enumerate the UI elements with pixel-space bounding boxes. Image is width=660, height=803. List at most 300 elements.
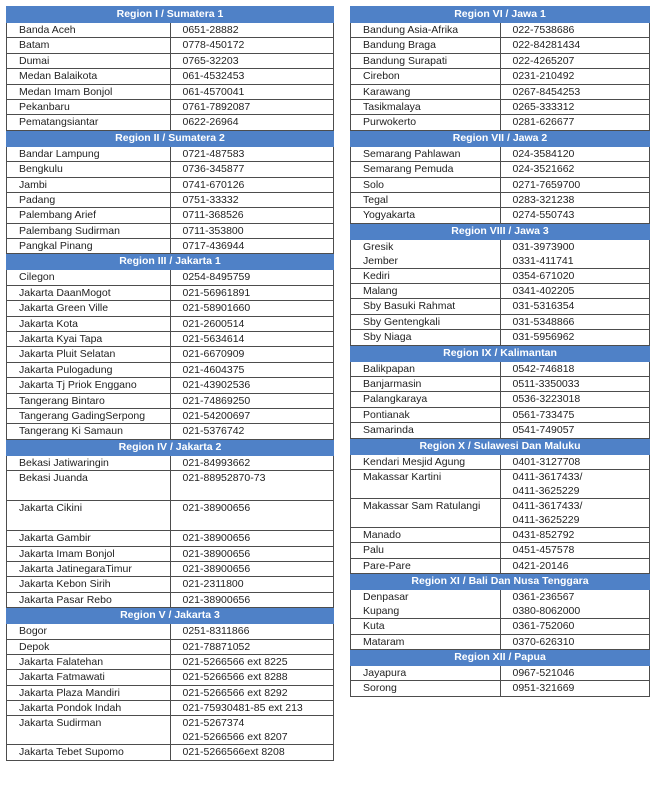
branch-name-cell — [351, 115, 501, 130]
branch-row — [7, 208, 334, 223]
branch-phone-cell — [500, 681, 650, 696]
branch-name-cell — [351, 23, 501, 38]
region-title: Region II / Sumatera 2 — [7, 130, 334, 146]
branch-row — [351, 681, 650, 696]
branch-phone: 021-74869250 — [182, 394, 251, 407]
region-title: Region VI / Jawa 1 — [351, 7, 650, 23]
branch-name: Yogyakarta — [363, 209, 416, 222]
branch-phone-cell — [170, 239, 334, 254]
branch-phone: 021-5267374 — [182, 717, 245, 730]
branch-phone-cell — [170, 270, 334, 285]
branch-phone-cell — [170, 84, 334, 99]
region-header-row — [351, 438, 650, 454]
branch-phone: 061-4532453 — [182, 70, 245, 83]
branch-phone: 021-4604375 — [182, 363, 245, 376]
branch-name: Pematangsiantar — [19, 116, 99, 129]
branch-phone: 0451-457578 — [512, 544, 575, 557]
branch-phone-cell — [500, 392, 650, 407]
region-title: Region VIII / Jawa 3 — [351, 223, 650, 239]
branch-phone: 021-38900656 — [182, 502, 251, 515]
branch-name: Medan Balaikota — [19, 70, 98, 83]
branch-row — [7, 393, 334, 408]
branch-phone: 0761-7892087 — [182, 100, 251, 113]
branch-phone: 021-5376742 — [182, 425, 245, 438]
branch-phone-cell — [170, 223, 334, 238]
branch-phone-cell — [500, 284, 650, 299]
branch-name-cell — [351, 423, 501, 438]
branch-phone-cell — [170, 332, 334, 347]
branch-row — [351, 543, 650, 558]
branch-name: Bandung Surapati — [363, 54, 448, 67]
branch-name: Jakarta Tj Priok Enggano — [19, 379, 137, 392]
branch-name-cell — [351, 469, 501, 498]
branch-phone: 021-5266566ext 8208 — [182, 746, 285, 759]
branch-name-cell — [7, 162, 171, 177]
branch-phone-cell — [170, 38, 334, 53]
branch-phone-cell — [170, 177, 334, 192]
branch-phone-cell — [170, 546, 334, 561]
branch-phone-cell — [500, 377, 650, 392]
region-header-row — [351, 7, 650, 23]
region-header-row — [351, 345, 650, 361]
branch-phone-cell — [170, 301, 334, 316]
branch-phone: 021-38900656 — [182, 547, 251, 560]
left-directory-table — [6, 6, 334, 761]
region-title: Region XII / Papua — [351, 649, 650, 665]
branch-row — [351, 558, 650, 573]
branch-phone: 0271-7659700 — [512, 178, 581, 191]
branch-phone-cell — [170, 745, 334, 760]
branch-name: Jakarta Tebet Supomo — [19, 746, 124, 759]
branch-name: Tasikmalaya — [363, 100, 421, 113]
branch-phone: 0967-521046 — [512, 666, 575, 679]
branch-row — [351, 527, 650, 542]
branch-phone: 0751-33332 — [182, 193, 239, 206]
branch-name: Palembang Arief — [19, 209, 97, 222]
branch-name-cell — [7, 69, 171, 84]
branch-name: Purwokerto — [363, 116, 417, 129]
branch-phone-cell — [500, 558, 650, 573]
branch-row — [351, 423, 650, 438]
branch-row — [7, 592, 334, 607]
branch-name-cell — [7, 501, 171, 531]
branch-row — [351, 99, 650, 114]
branch-phone: 021-78871052 — [182, 640, 251, 653]
branch-name-cell — [351, 543, 501, 558]
branch-name: Malang — [363, 285, 398, 298]
branch-phone: 0951-321669 — [512, 682, 575, 695]
branch-phone: 021-43902536 — [182, 379, 251, 392]
branch-phone: 0717-436944 — [182, 240, 245, 253]
branch-name: Pare-Pare — [363, 559, 411, 572]
branch-phone: 024-3584120 — [512, 147, 575, 160]
right-column — [350, 6, 650, 697]
branch-name-cell — [351, 330, 501, 345]
branch-name: Jakarta Kyai Tapa — [19, 333, 103, 346]
branch-phone-cell — [500, 192, 650, 207]
branch-name: Palu — [363, 544, 385, 557]
branch-phone: 0741-670126 — [182, 178, 245, 191]
branch-name: Sorong — [363, 682, 397, 695]
branch-phone: 0251-8311866 — [182, 625, 250, 638]
branch-name: Jakarta Pasar Rebo — [19, 593, 112, 606]
branch-phone: 021-58901660 — [182, 302, 251, 315]
branch-phone-cell — [170, 577, 334, 592]
branch-phone: 021-75930481-85 ext 213 — [182, 702, 303, 715]
region-header-row — [351, 649, 650, 665]
branch-phone: 0651-28882 — [182, 24, 239, 36]
branch-row — [351, 392, 650, 407]
branch-row — [7, 546, 334, 561]
branch-phone-cell — [500, 543, 650, 558]
branch-name: Denpasar — [363, 591, 409, 604]
branch-name: Balikpapan — [363, 362, 415, 375]
branch-name-cell — [351, 53, 501, 68]
branch-row — [351, 53, 650, 68]
branch-phone: 0411-3617433/ — [512, 470, 583, 483]
branch-phone: 021-5266566 ext 8292 — [182, 686, 288, 699]
branch-phone-cell — [170, 670, 334, 685]
branch-phone: 021-84993662 — [182, 456, 251, 469]
branch-name-cell — [7, 531, 171, 546]
branch-name-cell — [7, 393, 171, 408]
branch-name: Jakarta Cikini — [19, 502, 83, 515]
branch-row — [7, 192, 334, 207]
branch-phone: 021-54200697 — [182, 409, 251, 422]
branch-name-cell — [351, 192, 501, 207]
branch-phone-cell — [170, 99, 334, 114]
branch-row — [351, 498, 650, 527]
branch-name-cell — [7, 239, 171, 254]
branch-phone: 021-38900656 — [182, 593, 251, 606]
branch-phone: 031-5956962 — [512, 331, 575, 344]
branch-name: Bandung Asia-Afrika — [363, 24, 459, 36]
branch-name-cell — [7, 332, 171, 347]
right-directory-table — [350, 6, 650, 697]
branch-name-cell — [7, 577, 171, 592]
branch-phone: 021-56961891 — [182, 286, 251, 299]
branch-row — [7, 162, 334, 177]
branch-row — [7, 115, 334, 130]
branch-name: Palembang Sudirman — [19, 224, 120, 237]
branch-phone-cell — [500, 177, 650, 192]
branch-row — [7, 577, 334, 592]
branch-row — [7, 639, 334, 654]
branch-phone-cell — [170, 654, 334, 669]
branch-row — [7, 177, 334, 192]
branch-name: Jakarta Plaza Mandiri — [19, 686, 120, 699]
branch-phone: 0341-402205 — [512, 285, 575, 298]
branch-name-cell — [7, 177, 171, 192]
branch-name: Samarinda — [363, 424, 414, 437]
branch-row — [7, 716, 334, 745]
branch-name-cell — [7, 685, 171, 700]
branch-name: Palangkaraya — [363, 393, 428, 406]
branch-name-cell — [351, 38, 501, 53]
branch-phone: 0711-368526 — [182, 209, 244, 222]
branch-phone: 031-5316354 — [512, 300, 575, 313]
branch-name-cell — [351, 84, 501, 99]
branch-name: Kuta — [363, 620, 385, 633]
branch-phone: 021-5634614 — [182, 333, 245, 346]
branch-name-cell — [7, 23, 171, 38]
branch-name: Jakarta Pondok Indah — [19, 702, 122, 715]
branch-row — [351, 314, 650, 329]
branch-phone: 0536-3223018 — [512, 393, 581, 406]
branch-name-cell — [7, 146, 171, 161]
branch-name-cell — [351, 361, 501, 376]
branch-row — [351, 177, 650, 192]
branch-name: Sby Basuki Rahmat — [363, 300, 456, 313]
branch-row — [7, 670, 334, 685]
branch-name-cell — [7, 716, 171, 745]
branch-phone: 0765-32203 — [182, 54, 239, 67]
branch-name-cell — [7, 455, 171, 470]
branch-phone: 0401-3127708 — [512, 455, 581, 468]
branch-row — [7, 223, 334, 238]
branch-name-cell — [7, 592, 171, 607]
branch-phone: 061-4570041 — [182, 85, 245, 98]
branch-name-cell — [7, 270, 171, 285]
branch-name: Jakarta Pulogadung — [19, 363, 113, 376]
branch-phone-cell — [500, 84, 650, 99]
branch-name-cell — [7, 701, 171, 716]
branch-name-cell — [351, 377, 501, 392]
branch-phone-cell — [500, 69, 650, 84]
branch-row — [351, 84, 650, 99]
region-header-row — [7, 254, 334, 270]
region-header-row — [351, 130, 650, 146]
branch-name: Kediri — [363, 269, 390, 282]
branch-row — [7, 531, 334, 546]
branch-phone-cell — [500, 268, 650, 283]
branch-row — [351, 69, 650, 84]
branch-phone: 0711-353800 — [182, 224, 244, 237]
branch-phone: 0254-8495759 — [182, 271, 251, 284]
branch-name: Cirebon — [363, 70, 400, 83]
branch-phone: 022-84281434 — [512, 39, 581, 52]
branch-phone-cell — [500, 38, 650, 53]
branch-phone: 0267-8454253 — [512, 85, 581, 98]
branch-row — [351, 330, 650, 345]
branch-name-cell — [351, 665, 501, 680]
branch-name: Medan Imam Bonjol — [19, 85, 113, 98]
region-title: Region XI / Bali Dan Nusa Tenggara — [351, 574, 650, 590]
branch-phone-cell — [170, 685, 334, 700]
branch-row — [7, 53, 334, 68]
branch-row — [351, 469, 650, 498]
branch-phone-cell — [170, 561, 334, 576]
branch-name-cell — [7, 38, 171, 53]
branch-phone: 021-2600514 — [182, 317, 245, 330]
branch-row — [7, 424, 334, 439]
region-title: Region IX / Kalimantan — [351, 345, 650, 361]
branch-phone: 024-3521662 — [512, 163, 575, 176]
branch-phone: 0331-411741 — [512, 254, 574, 267]
branch-phone: 0281-626677 — [512, 116, 575, 129]
region-header-row — [351, 574, 650, 590]
branch-phone-cell — [170, 115, 334, 130]
branch-phone-cell — [170, 424, 334, 439]
branch-name: Jakarta Kota — [19, 317, 78, 330]
branch-phone: 022-7538686 — [512, 24, 575, 36]
branch-phone: 031-5348866 — [512, 315, 575, 328]
branch-name: Jayapura — [363, 666, 407, 679]
branch-name-cell — [351, 146, 501, 161]
branch-phone: 021-38900656 — [182, 532, 251, 545]
branch-name: Mataram — [363, 635, 405, 648]
branch-name: Tangerang GadingSerpong — [19, 409, 146, 422]
branch-phone: 0354-671020 — [512, 269, 575, 282]
branch-name: Jakarta Gambir — [19, 532, 91, 545]
region-title: Region I / Sumatera 1 — [7, 7, 334, 23]
branch-row — [7, 69, 334, 84]
region-title: Region III / Jakarta 1 — [7, 254, 334, 270]
branch-name: Tegal — [363, 193, 389, 206]
branch-row — [7, 501, 334, 531]
branch-phone-cell — [170, 701, 334, 716]
branch-phone-cell — [500, 454, 650, 469]
branch-row — [7, 624, 334, 639]
branch-phone: 0274-550743 — [512, 209, 575, 222]
region-header-row — [7, 608, 334, 624]
branch-row — [351, 634, 650, 649]
branch-name: Tangerang Ki Samaun — [19, 425, 123, 438]
branch-name-cell — [351, 527, 501, 542]
region-title: Region IV / Jakarta 2 — [7, 439, 334, 455]
branch-phone: 0421-20146 — [512, 559, 569, 572]
branch-row — [351, 239, 650, 268]
branch-name: Jakarta Green Ville — [19, 302, 109, 315]
branch-phone-cell — [500, 162, 650, 177]
left-column — [6, 6, 334, 761]
branch-name-cell — [351, 681, 501, 696]
branch-row — [351, 162, 650, 177]
branch-phone-cell — [170, 162, 334, 177]
region-header-row — [7, 7, 334, 23]
branch-phone: 0380-8062000 — [512, 605, 581, 618]
branch-name: Jakarta DaanMogot — [19, 286, 111, 299]
branch-name-cell — [7, 639, 171, 654]
branch-phone: 0431-852792 — [512, 528, 575, 541]
branch-phone: 021-38900656 — [182, 562, 251, 575]
branch-phone-cell — [170, 393, 334, 408]
branch-phone-cell — [500, 407, 650, 422]
branch-name-cell — [351, 69, 501, 84]
branch-phone: 021-6670909 — [182, 348, 245, 361]
branch-phone: 021-2311800 — [182, 578, 244, 591]
branch-name-cell — [351, 268, 501, 283]
branch-name: Jakarta Fatmawati — [19, 671, 105, 684]
branch-phone-cell — [500, 590, 650, 619]
branch-name-cell — [351, 392, 501, 407]
branch-phone-cell — [500, 99, 650, 114]
branch-row — [7, 301, 334, 316]
branch-name: Semarang Pahlawan — [363, 147, 461, 160]
branch-phone-cell — [170, 362, 334, 377]
branch-phone: 0541-749057 — [512, 424, 575, 437]
branch-phone: 0511-3350033 — [512, 378, 580, 391]
branch-row — [7, 362, 334, 377]
branch-row — [7, 23, 334, 38]
branch-phone-cell — [170, 192, 334, 207]
branch-row — [7, 378, 334, 393]
branch-row — [351, 146, 650, 161]
branch-phone: 0561-733475 — [512, 408, 575, 421]
branch-name: Semarang Pemuda — [363, 163, 454, 176]
branch-name-cell — [7, 84, 171, 99]
branch-name-cell — [351, 407, 501, 422]
branch-name-cell — [351, 590, 501, 619]
branch-phone: 0361-752060 — [512, 620, 575, 633]
branch-phone-cell — [170, 208, 334, 223]
branch-name: Bekasi Juanda — [19, 472, 88, 485]
branch-name-cell — [7, 561, 171, 576]
branch-name: Makassar Sam Ratulangi — [363, 499, 481, 512]
branch-phone-cell — [500, 115, 650, 130]
branch-name: Banda Aceh — [19, 24, 76, 36]
branch-name: Gresik — [363, 240, 394, 253]
branch-row — [7, 84, 334, 99]
branch-phone-cell — [500, 619, 650, 634]
branch-phone-cell — [500, 527, 650, 542]
branch-phone-cell — [170, 501, 334, 531]
branch-phone: 0721-487583 — [182, 147, 245, 160]
branch-name-cell — [7, 301, 171, 316]
branch-row — [7, 654, 334, 669]
branch-name: Jakarta Pluit Selatan — [19, 348, 116, 361]
branch-name: Bandar Lampung — [19, 147, 100, 160]
branch-row — [351, 284, 650, 299]
branch-row — [351, 590, 650, 619]
branch-phone: 021-5266566 ext 8288 — [182, 671, 288, 684]
branch-name: Jakarta Imam Bonjol — [19, 547, 115, 560]
branch-name-cell — [351, 284, 501, 299]
branch-name: Cilegon — [19, 271, 55, 284]
branch-phone-cell — [500, 361, 650, 376]
branch-phone-cell — [500, 469, 650, 498]
branch-name-cell — [351, 162, 501, 177]
branch-name-cell — [7, 223, 171, 238]
branch-phone-cell — [500, 665, 650, 680]
branch-row — [7, 270, 334, 285]
branch-phone-cell — [170, 316, 334, 331]
region-title: Region V / Jakarta 3 — [7, 608, 334, 624]
branch-name-cell — [7, 208, 171, 223]
branch-name: Jambi — [19, 178, 48, 191]
branch-name: Jakarta JatinegaraTimur — [19, 562, 132, 575]
branch-name-cell — [351, 239, 501, 268]
branch-name-cell — [7, 408, 171, 423]
branch-phone: 0736-345877 — [182, 163, 245, 176]
branch-name-cell — [351, 177, 501, 192]
branch-name-cell — [7, 347, 171, 362]
branch-name: Sby Niaga — [363, 331, 412, 344]
branch-phone: 0265-333312 — [512, 100, 575, 113]
branch-name-cell — [351, 99, 501, 114]
branch-phone: 0361-236567 — [512, 591, 575, 604]
branch-phone-cell — [170, 69, 334, 84]
branch-phone-cell — [170, 455, 334, 470]
branch-phone: 0411-3617433/ — [512, 499, 583, 512]
branch-name-cell — [351, 558, 501, 573]
branch-phone-cell — [170, 378, 334, 393]
branch-row — [351, 665, 650, 680]
region-header-row — [351, 223, 650, 239]
branch-phone: 0542-746818 — [512, 362, 575, 375]
branch-phone-cell — [170, 716, 334, 745]
branch-phone: 021-5266566 ext 8207 — [182, 731, 288, 744]
